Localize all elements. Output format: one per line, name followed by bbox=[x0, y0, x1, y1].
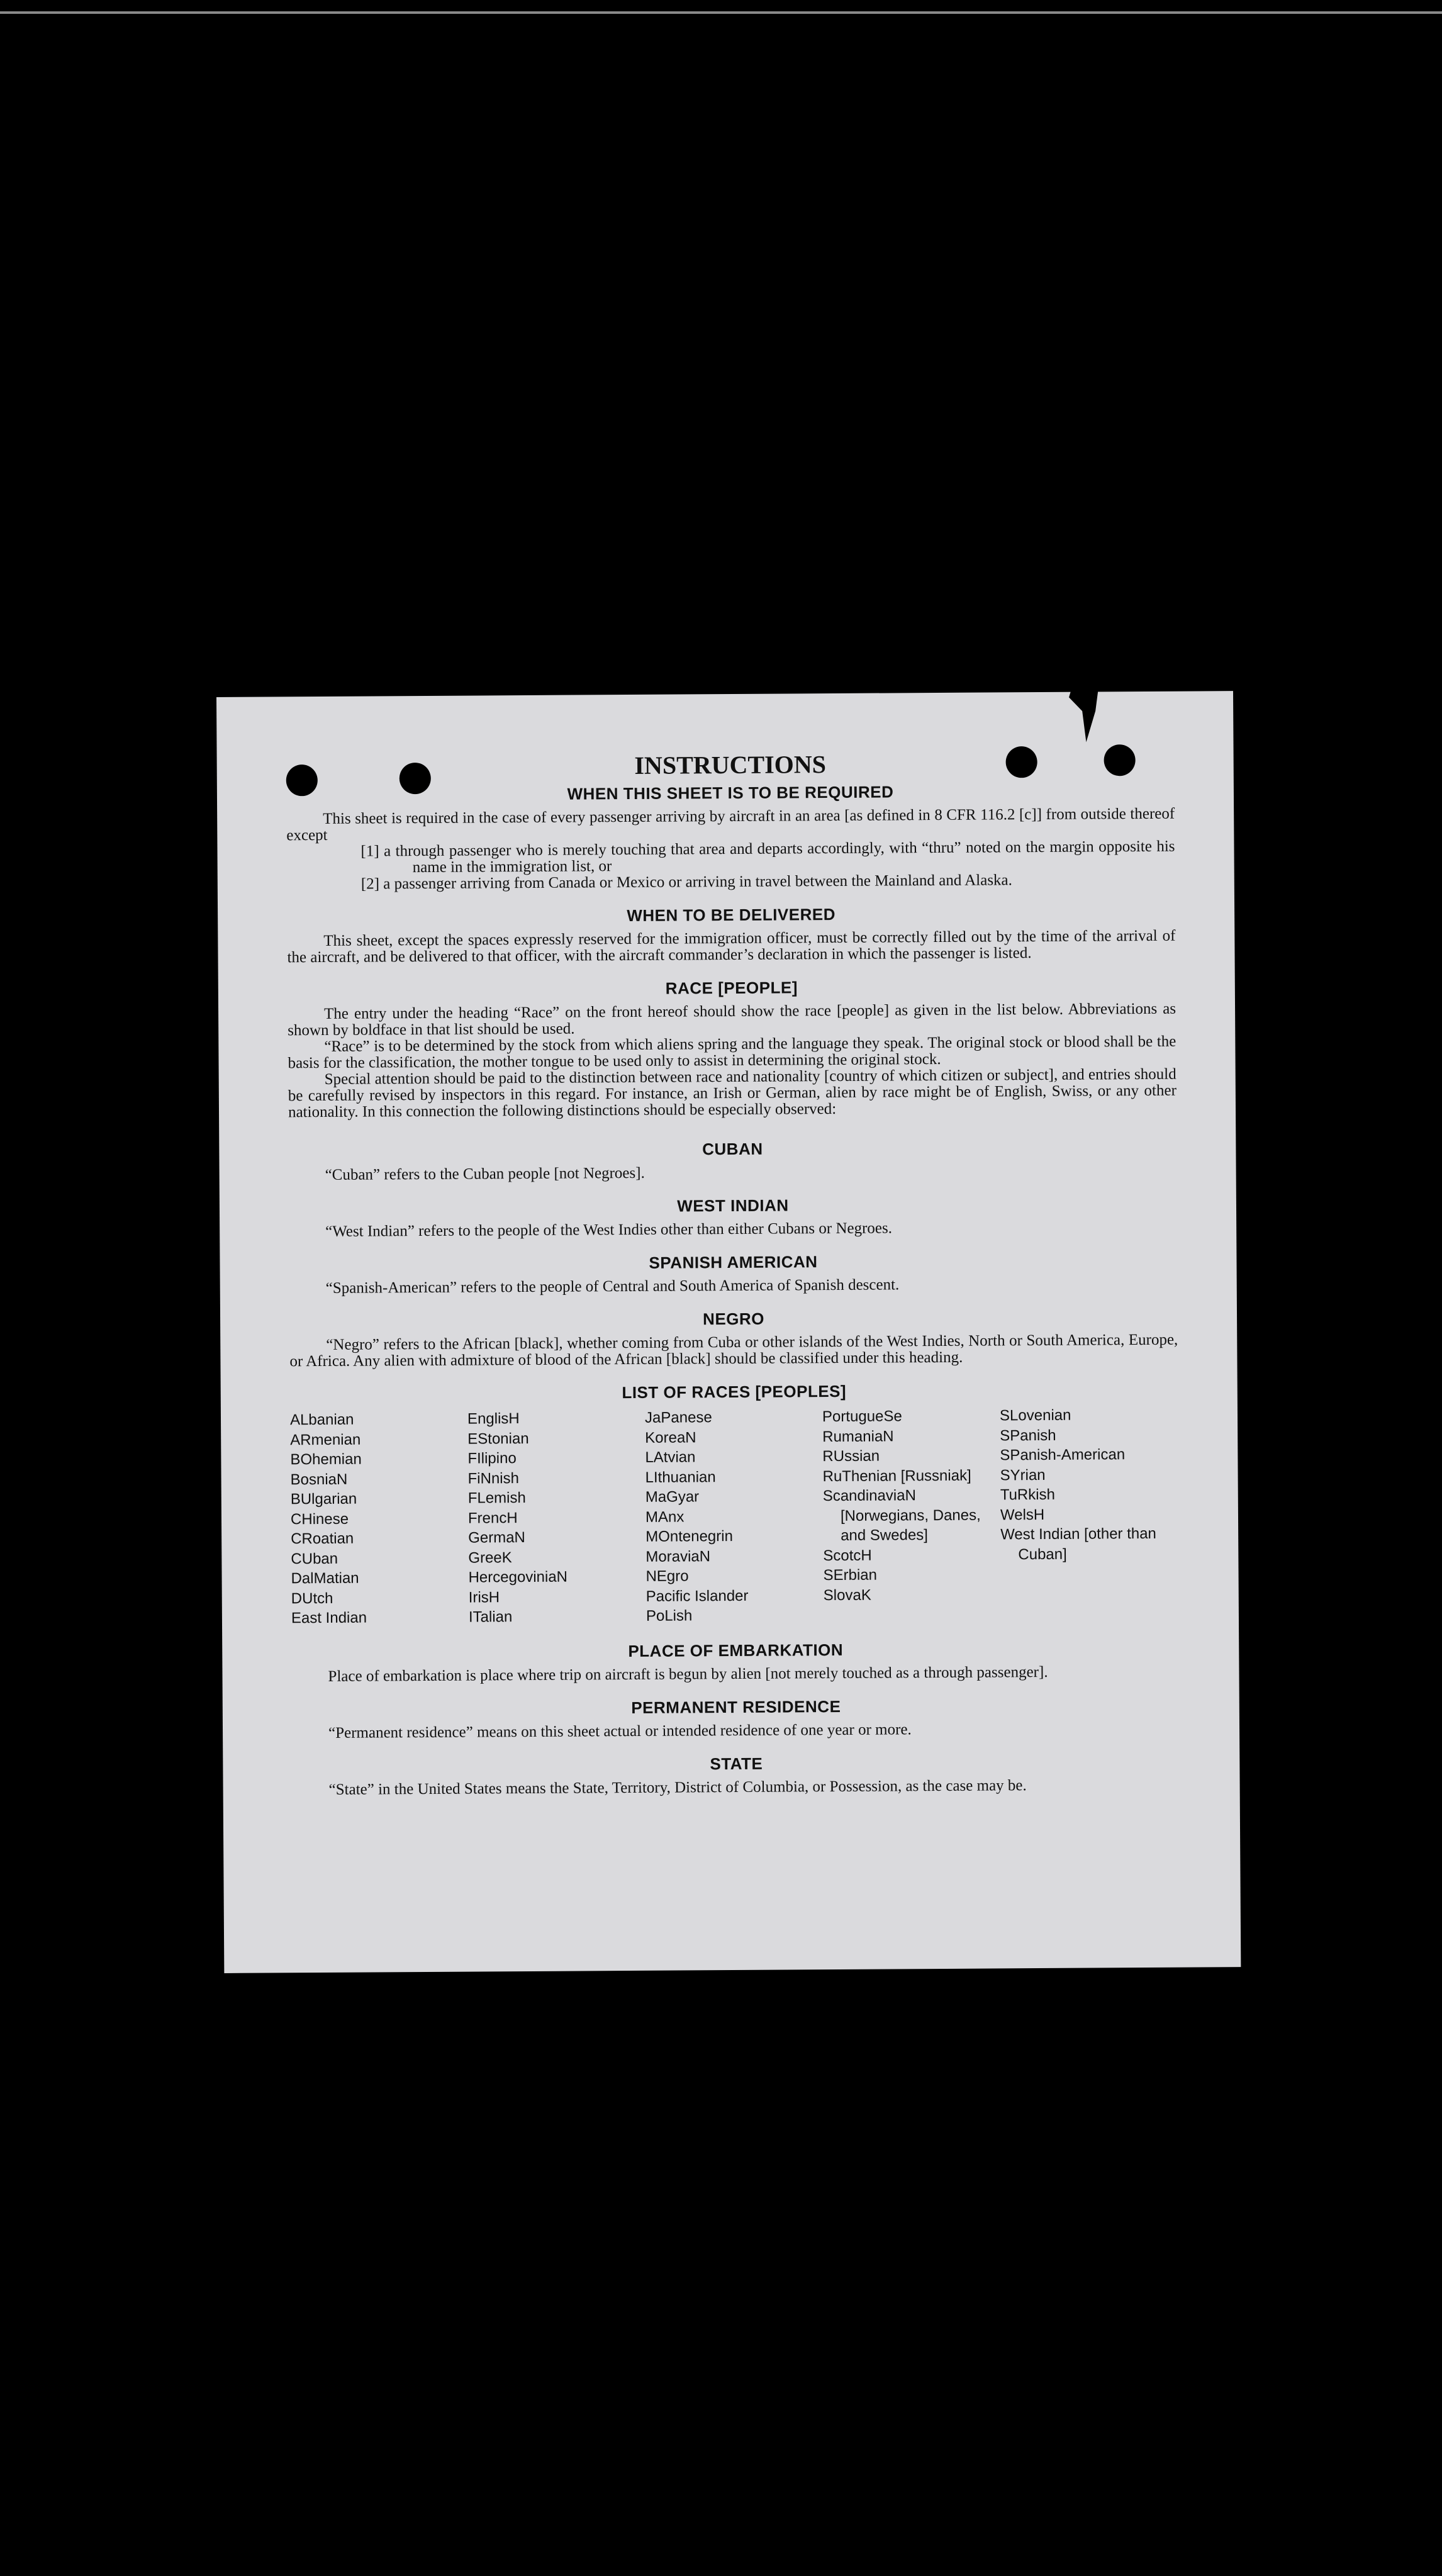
races-column-2 bbox=[467, 1408, 646, 1627]
race-entry: TuRkish bbox=[1000, 1486, 1055, 1504]
section-heading-list-of-races: LIST OF RACES [PEOPLES] bbox=[622, 1381, 847, 1403]
race-entry: FLemish bbox=[467, 1489, 526, 1507]
exception-item-1: [1] a through passenger who is merely touching that area and departs accordingly, with “thru” noted on the margin opposite his name in the immigration list, or bbox=[360, 837, 1175, 876]
race-paragraph-3: Special attention should be paid to the distinction between race and nationality [country of which citizen or subject], and entries should be carefully revised by inspectors in this regard. For instance, an Irish or German, alien by race might be of English, Swiss, or any other nationality. In this connection the following distinctions should be especially observed: bbox=[288, 1065, 1177, 1121]
races-column-3 bbox=[645, 1407, 824, 1626]
races-column-4 bbox=[822, 1406, 1001, 1625]
race-entry: PortugueSe bbox=[822, 1408, 902, 1426]
races-list bbox=[290, 1405, 1180, 1628]
race-entry: East Indian bbox=[291, 1609, 367, 1627]
race-entry: SlovaK bbox=[823, 1586, 871, 1604]
race-entry: ARmenian bbox=[290, 1431, 361, 1448]
scan-edge-line bbox=[0, 11, 1442, 14]
section-heading-when-delivered: WHEN TO BE DELIVERED bbox=[627, 904, 836, 926]
section-heading-race: RACE [PEOPLE] bbox=[665, 978, 798, 998]
section-heading-when-required: WHEN THIS SHEET IS TO BE REQUIRED bbox=[567, 782, 894, 804]
race-entry: FrencH bbox=[467, 1509, 518, 1527]
race-entry: SPanish bbox=[1000, 1426, 1056, 1444]
race-entry: ScandinaviaN [Norwegians, Danes, and Swedes] bbox=[822, 1487, 981, 1544]
race-entry: EStonian bbox=[467, 1430, 529, 1448]
race-entry: RuThenian [Russniak] bbox=[822, 1467, 971, 1485]
section-heading-negro: NEGRO bbox=[703, 1309, 765, 1329]
race-entry: SErbian bbox=[823, 1566, 878, 1584]
race-entry: Pacific Islander bbox=[646, 1587, 749, 1605]
race-entry: JaPanese bbox=[644, 1409, 712, 1426]
instruction-sheet bbox=[216, 691, 1241, 1973]
race-entry: FIlipino bbox=[467, 1450, 517, 1467]
sheet-content bbox=[286, 748, 1181, 1798]
race-entry: NEgro bbox=[646, 1567, 689, 1585]
section-heading-west-indian: WEST INDIAN bbox=[677, 1196, 789, 1216]
section-heading-spanish-american: SPANISH AMERICAN bbox=[649, 1252, 818, 1272]
race-entry: ALbanian bbox=[289, 1411, 354, 1429]
race-entry: BOhemian bbox=[290, 1450, 362, 1469]
race-entry: WelsH bbox=[1000, 1506, 1045, 1523]
race-paragraph-1: The entry under the heading “Race” on the front hereof should show the race [people] as given in the list below. Abbreviations as shown by boldface in that list should be used. bbox=[288, 1000, 1177, 1039]
race-entry: GreeK bbox=[468, 1548, 512, 1567]
negro-text: “Negro” refers to the African [black], whether coming from Cuba or other islands of the West Indies, North or South America, Europe, or Africa. Any alien with admixture of blood of the African [black] should be classified under this heading. bbox=[289, 1331, 1178, 1370]
race-entry: MaGyar bbox=[645, 1488, 700, 1506]
race-entry: MoraviaN bbox=[646, 1547, 711, 1565]
permanent-residence-text: “Permanent residence” means on this sheet actual or intended residence of one year or more. bbox=[328, 1720, 912, 1742]
races-column-5 bbox=[1000, 1405, 1180, 1624]
section-heading-state: STATE bbox=[710, 1754, 763, 1773]
race-entry: HercegoviniaN bbox=[468, 1568, 568, 1586]
race-entry: ITalian bbox=[468, 1608, 513, 1626]
race-entry: CRoatian bbox=[291, 1530, 354, 1548]
section-heading-embarkation: PLACE OF EMBARKATION bbox=[628, 1640, 844, 1660]
race-entry: IrisH bbox=[468, 1588, 500, 1606]
race-entry: DalMatian bbox=[291, 1569, 359, 1588]
page-title: INSTRUCTIONS bbox=[634, 750, 827, 780]
race-entry: PoLish bbox=[646, 1607, 693, 1625]
races-column-1 bbox=[290, 1409, 469, 1628]
race-entry: CHinese bbox=[290, 1510, 349, 1528]
cuban-text: “Cuban” refers to the Cuban people [not Negroes]. bbox=[325, 1164, 645, 1184]
when-required-intro: This sheet is required in the case of every passenger arriving by aircraft in an area [as defined in 8 CFR 116.2 [c]] from outside thereof except bbox=[286, 805, 1175, 844]
race-entry: LIthuanian bbox=[645, 1468, 716, 1486]
race-entry: SLovenian bbox=[999, 1406, 1071, 1425]
race-entry: DUtch bbox=[291, 1589, 333, 1607]
embarkation-text: Place of embarkation is place where trip on aircraft is begun by alien [not merely touched as a through passenger]. bbox=[328, 1663, 1048, 1685]
race-entry: SYrian bbox=[1000, 1466, 1046, 1484]
race-entry: KoreaN bbox=[645, 1428, 696, 1447]
section-heading-permanent-residence: PERMANENT RESIDENCE bbox=[631, 1696, 841, 1717]
west-indian-text: “West Indian” refers to the people of the West Indies other than either Cubans or Negroes. bbox=[325, 1219, 893, 1240]
exception-item-2: [2] a passenger arriving from Canada or Mexico or arriving in travel between the Mainland and Alaska. bbox=[360, 871, 1012, 893]
state-text: “State” in the United States means the State, Territory, District of Columbia, or Possession, as the case may be. bbox=[328, 1776, 1027, 1798]
race-entry: SPanish-American bbox=[1000, 1446, 1126, 1464]
race-entry: LAtvian bbox=[645, 1448, 696, 1466]
race-paragraph-2: “Race” is to be determined by the stock from which aliens spring and the language they speak. The original stock or blood shall be the basis for the classification, the mother tongue to be used only to assist in determining the original stock. bbox=[288, 1033, 1177, 1072]
race-entry: GermaN bbox=[468, 1529, 525, 1547]
race-entry: BosniaN bbox=[290, 1470, 348, 1488]
race-entry: BUlgarian bbox=[290, 1490, 357, 1508]
when-delivered-text: This sheet, except the spaces expressly reserved for the immigration officer, must be correctly filled out by the time of the arrival of the aircraft, and be delivered to that officer, with the aircraft commander’s declaration in which the passenger is listed. bbox=[287, 927, 1176, 966]
torn-corner bbox=[1069, 673, 1107, 742]
race-entry: CUban bbox=[291, 1550, 338, 1567]
race-entry: FiNnish bbox=[467, 1469, 520, 1487]
race-entry: MOntenegrin bbox=[646, 1528, 733, 1545]
race-entry: EnglisH bbox=[467, 1410, 520, 1428]
race-entry: MAnx bbox=[645, 1508, 685, 1526]
race-entry: RUssian bbox=[822, 1447, 880, 1465]
race-entry: RumaniaN bbox=[822, 1427, 894, 1445]
race-entry: ScotcH bbox=[823, 1547, 872, 1564]
section-heading-cuban: CUBAN bbox=[702, 1139, 763, 1159]
race-entry: West Indian [other than Cuban] bbox=[1000, 1525, 1156, 1563]
spanish-american-text: “Spanish-American” refers to the people of Central and South America of Spanish descent. bbox=[325, 1276, 900, 1297]
